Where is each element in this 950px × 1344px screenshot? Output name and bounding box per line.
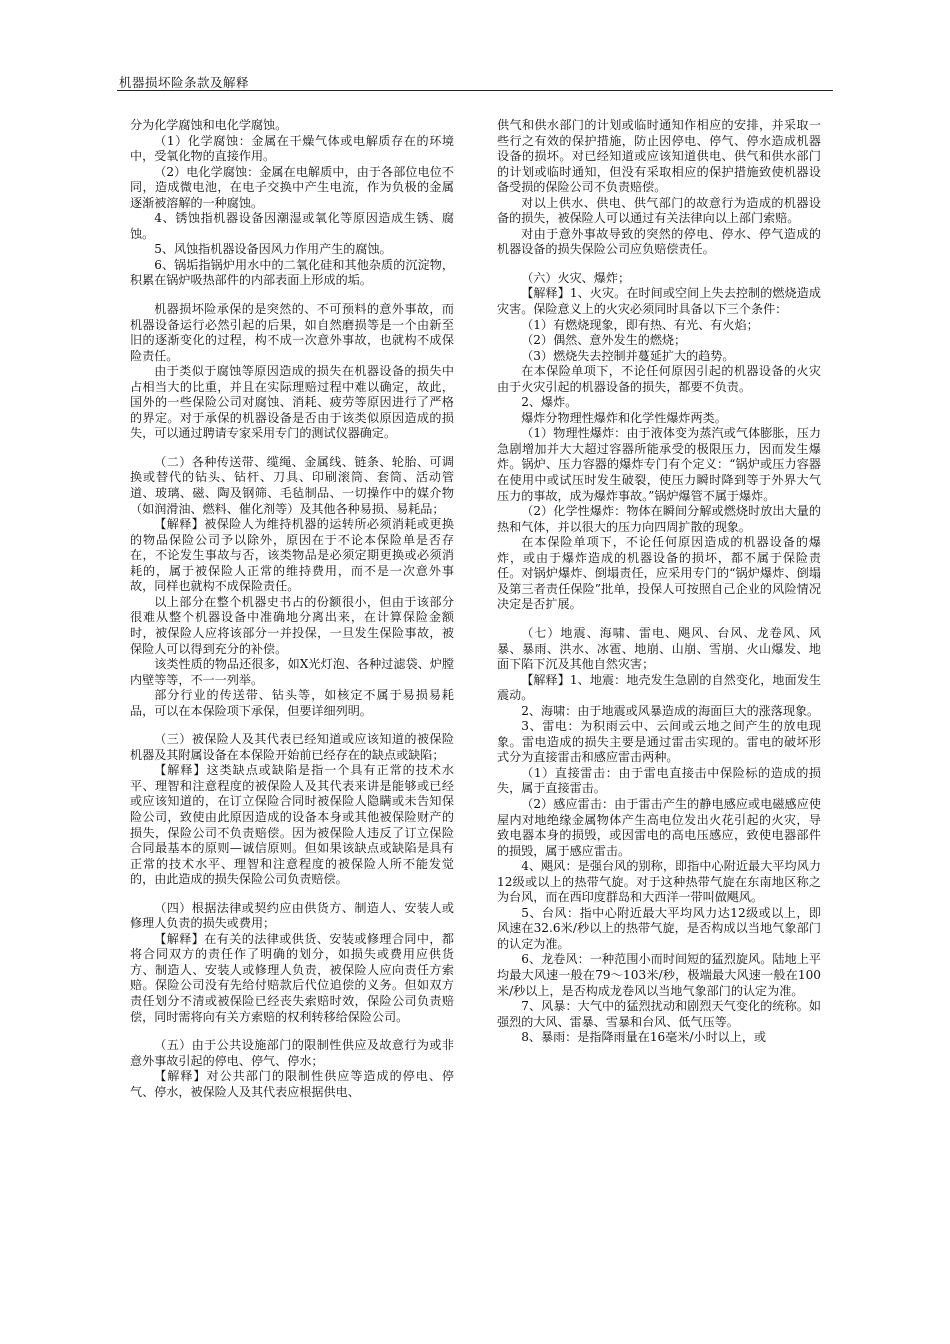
paragraph: （二）各种传送带、缆绳、金属线、链条、轮胎、可调换或替代的钻头、钻杆、刀具、印刷滚筒、套筒、活动管道、玻璃、磁、陶及钢筛、毛毡制品、一切操作中的媒介物（如润滑油、燃料、催化剂等）及其他各种易损、易耗品； — [130, 454, 454, 516]
paragraph: （1）化学腐蚀：金属在干燥气体或电解质存在的环境中，受氧化物的直接作用。 — [130, 133, 454, 164]
paragraph: （1）物理性爆炸：由于液体变为蒸汽或气体膨胀，压力急剧增加并大大超过容器所能承受的极限压力，因而发生爆炸。锅炉、压力容器的爆炸专门有个定义：“锅炉或压力容器在使用中或试压时发生破裂，使压力瞬时降到等于外界大气压力的事故，成为爆炸事故。”锅炉爆管不属于爆炸。 — [497, 426, 821, 503]
paragraph: （3）燃烧失去控制并蔓延扩大的趋势。 — [521, 348, 735, 363]
paragraph: 5、台风：指中心附近最大平均风力达12级或以上，即风速在32.6米/秒以上的热带气旋，是否构成以当地气象部门的认定为准。 — [497, 905, 821, 951]
header-title: 机器损坏险条款及解释 — [119, 75, 250, 90]
paragraph: 8、暴雨：是指降雨量在16毫米/小时以上，或 — [521, 1030, 767, 1045]
paragraph: 【解释】对公共部门的限制性供应等造成的停电、停气、停水，被保险人及其代表应根据供电、 — [130, 1069, 454, 1099]
paragraph: （六）火灾、爆炸； — [521, 270, 631, 285]
paragraph: （四）根据法律或契约应由供货方、制造人、安装人或修理人负责的损失或费用； — [130, 900, 454, 931]
paragraph: 部分行业的传送带、钻头等，如核定不属于易损易耗品，可以在本保险项下承保，但要详细列明。 — [130, 688, 454, 718]
paragraph: 2、爆炸。 — [521, 395, 578, 410]
paragraph: 对由于意外事故导致的突然的停电、停水、停气造成的机器设备的损失保险公司应负赔偿责任。 — [497, 226, 821, 257]
paragraph: 7、风暴：大气中的猛烈扰动和剧烈天气变化的统称。如强烈的大风、雷暴、雪暴和台风、低气压等。 — [497, 999, 821, 1029]
paragraph: （三）被保险人及其代表已经知道或应该知道的被保险机器及其附属设备在本保险开始前已经存在的缺点或缺陷； — [130, 732, 454, 762]
paragraph: （七）地震、海啸、雷电、飓风、台风、龙卷风、风暴、暴雨、洪水、冰雹、地崩、山崩、雪崩、火山爆发、地面下陷下沉及其他自然灾害； — [497, 625, 821, 672]
paragraph: （2）电化学腐蚀：金属在电解质中，由于各部位电位不同，造成微电池，在电子交换中产生电流，作为负极的金属逐渐被溶解的一种腐蚀。 — [130, 164, 454, 210]
paragraph: （1）有燃烧现象，即有热、有光、有火焰； — [521, 317, 759, 332]
page-header — [117, 72, 833, 91]
paragraph: 爆炸分物理性爆炸和化学性爆炸两类。 — [521, 410, 727, 425]
paragraph: 对以上供水、供电、供气部门的故意行为造成的机器设备的损失，被保险人可以通过有关法律向以上部门索赔。 — [497, 195, 821, 226]
paragraph: （2）感应雷击：由于雷击产生的静电感应或电磁感应使屋内对地绝缘金属物体产生高电位发出火花引起的火灾，导致电器本身的损毁，或因雷电的高电压感应，致使电器部件的损毁，属于感应雷击。 — [497, 796, 821, 858]
paragraph: 该类性质的物品还很多，如X光灯泡、各种过滤袋、炉膛内壁等等，不一一列举。 — [130, 657, 454, 687]
paragraph: 由于类似于腐蚀等原因造成的损失在机器设备的损失中占相当大的比重，并且在实际理赔过程中难以确定，故此，国外的一些保险公司对腐蚀、消耗、疲劳等原因进行了严格的界定。对于承保的机器设备是否由于该类似原因造成的损失，可以通过聘请专家采用专门的测试仪器确定。 — [130, 364, 454, 441]
paragraph: 在本保险单项下，不论任何原因引起的机器设备的火灾由于火灾引起的机器设备的损失，都要不负责。 — [497, 364, 821, 394]
right-column — [497, 118, 821, 1046]
paragraph: 5、风蚀指机器设备因风力作用产生的腐蚀。 — [154, 242, 392, 257]
paragraph: （2）化学性爆炸：物体在瞬间分解或燃烧时放出大量的热和气体，并以很大的压力向四周扩散的现象。 — [497, 504, 821, 534]
paragraph: （2）偶然、意外发生的燃烧； — [521, 333, 687, 348]
paragraph: 4、锈蚀指机器设备因潮湿或氧化等原因造成生锈、腐蚀。 — [130, 211, 454, 241]
paragraph: 【解释】在有关的法律或供货、安装或修理合同中，都将合同双方的责任作了明确的划分，如损失或费用应供货方、制造人、安装人或修理人负责，被保险人应向责任方索赔。保险公司没有先给付赔款后代位追偿的义务。但如双方责任划分不清或被保险已经丧失索赔时效，保险公司负责赔偿，同时需将向有关方索赔的权利转移给保险公司。 — [130, 931, 454, 1024]
paragraph: 供气和供水部门的计划或临时通知作相应的安排，并采取一些行之有效的保护措施，防止因停电、停气、停水造成机器设备的损坏。对已经知道或应该知道供电、供气和供水部门的计划或临时通知，但没有采取相应的保护措施致使机器设备受损的保险公司不负责赔偿。 — [497, 118, 821, 195]
paragraph: （五）由于公共设施部门的限制性供应及故意行为或非意外事故引起的停电、停气、停水； — [130, 1038, 454, 1068]
paragraph: 【解释】1、火灾。在时间或空间上失去控制的燃烧造成灾害。保险意义上的火灾必须同时具备以下三个条件： — [497, 286, 821, 317]
paragraph: 2、海啸：由于地震或风暴造成的海面巨大的涨落现象。 — [521, 703, 820, 718]
paragraph: 4、飓风：是强台风的别称，即指中心附近最大平均风力12级或以上的热带气旋。对于这种热带气旋在东南地区称之为台风，而在西印度群岛和大西洋一带叫做飓风。 — [497, 859, 821, 905]
paragraph: 在本保险单项下，不论任何原因造成的机器设备的爆炸，或由于爆炸造成的机器设备的损坏，都不属于保险责任。对锅炉爆炸、倒塌责任，应采用专门的“锅炉爆炸、倒塌及第三者责任保险”批单，投保人可按照自己企业的风险情况决定是否扩展。 — [497, 535, 821, 612]
paragraph: 以上部分在整个机器史书占的份额很小，但由于该部分很难从整个机器设备中准确地分离出来，在计算保险金额时，被保险人应将该部分一并投保，一旦发生保险事故，被保险人可以得到充分的补偿。 — [130, 594, 454, 656]
paragraph: 3、雷电：为积雨云中、云间或云地之间产生的放电现象。雷电造成的损失主要是通过雷击实现的。雷电的破坏形式分为直接雷击和感应雷击两种。 — [497, 719, 821, 765]
paragraph: 机器损坏险承保的是突然的、不可预料的意外事故，而机器设备运行必然引起的后果，如自然磨损等是一个由新至旧的逐渐变化的过程，构不成一次意外事故，也就构不成保险责任。 — [130, 302, 454, 363]
paragraph: 6、龙卷风：一种范围小而时间短的猛烈旋风。陆地上平均最大风速一般在79～103米/秒，极端最大风速一般在100米/秒以上，是否构成龙卷风以当地气象部门的认定为准。 — [497, 952, 821, 998]
paragraph: 【解释】被保险人为维持机器的运转所必须消耗或更换的物品保险公司予以除外，原因在于不论本保险单是否存在，不论发生事故与否，该类物品是必须定期更换或必须消耗的，属于被保险人正常的维持费用，而不是一次意外事故，同样也就构不成保险责任。 — [130, 517, 454, 594]
paragraph: 6、锅垢指锅炉用水中的二氧化硅和其他杂质的沉淀物，积累在锅炉吸热部件的内部表面上形成的垢。 — [130, 257, 454, 288]
paragraph: （1）直接雷击：由于雷电直接击中保险标的造成的损失，属于直接雷击。 — [497, 765, 821, 796]
left-column — [130, 118, 454, 1100]
paragraph: 【解释】这类缺点或缺陷是指一个具有正常的技术水平、理智和注意程度的被保险人及其代表来讲是能够或已经或应该知道的，在订立保险合同时被保险人隐瞒或未告知保险公司，致使由此原因造成的设备本身或其他被保险财产的损失，保险公司不负责赔偿。因为被保险人违反了订立保险合同最基本的原则—诚信原则。但如果该缺点或缺陷是具有正常的技术水平、理智和注意程度的被保险人所不能发觉的，由此造成的损失保险公司负责赔偿。 — [130, 763, 454, 887]
paragraph: 【解释】1、地震：地壳发生急剧的自然变化，地面发生震动。 — [497, 672, 821, 703]
paragraph: 分为化学腐蚀和电化学腐蚀。 — [130, 118, 288, 132]
